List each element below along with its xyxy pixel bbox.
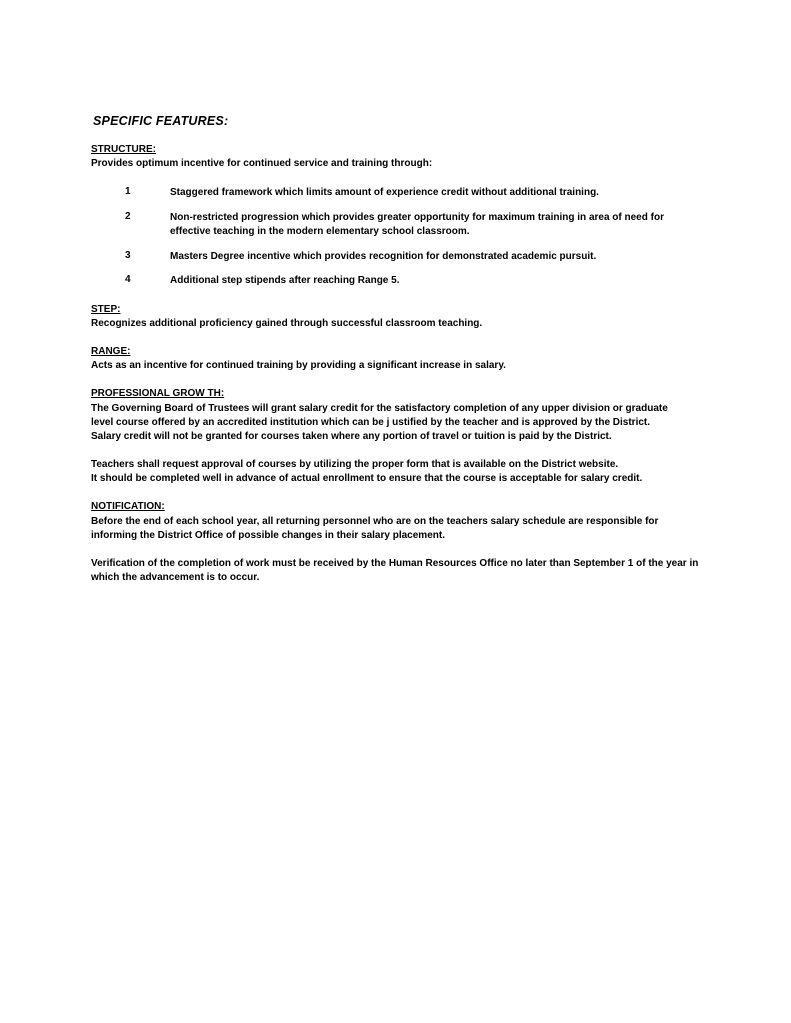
notification-text: which the advancement is to occur. <box>91 572 260 583</box>
structure-item-text: Non-restricted progression which provides greater opportunity for maximum training in area of need for <box>170 212 664 223</box>
professional-growth-text: Teachers shall request approval of courses by utilizing the proper form that is available on the District website. <box>91 459 619 470</box>
structure-item-number: 3 <box>125 250 131 261</box>
range-text: Acts as an incentive for continued training by providing a significant increase in salary. <box>91 360 506 371</box>
notification-text: Before the end of each school year, all returning personnel who are on the teachers salary schedule are responsible for <box>91 516 659 527</box>
step-heading: STEP: <box>91 304 121 315</box>
notification-heading: NOTIFICATION: <box>91 501 165 512</box>
structure-item-number: 2 <box>125 211 131 222</box>
professional-growth-text: It should be completed well in advance of actual enrollment to ensure that the course is acceptable for salary credit. <box>91 473 643 484</box>
notification-text: informing the District Office of possible changes in their salary placement. <box>91 530 445 541</box>
structure-item-number: 1 <box>125 186 131 197</box>
structure-item-text: Additional step stipends after reaching Range 5. <box>170 275 400 286</box>
professional-growth-text: Salary credit will not be granted for courses taken where any portion of travel or tuition is paid by the District. <box>91 431 612 442</box>
step-text: Recognizes additional proficiency gained through successful classroom teaching. <box>91 318 483 329</box>
professional-growth-text: The Governing Board of Trustees will grant salary credit for the satisfactory completion of any upper division or graduate <box>91 403 668 414</box>
structure-heading: STRUCTURE: <box>91 144 156 155</box>
professional-growth-heading: PROFESSIONAL GROW TH: <box>91 388 225 399</box>
professional-growth-text: level course offered by an accredited institution which can be j ustified by the teacher and is approved by the District. <box>91 417 651 428</box>
structure-item-text: Staggered framework which limits amount of experience credit without additional training. <box>170 187 599 198</box>
range-heading: RANGE: <box>91 346 131 357</box>
structure-item-text: effective teaching in the modern elementary school classroom. <box>170 226 470 237</box>
page-title: SPECIFIC FEATURES: <box>93 114 229 128</box>
structure-item-number: 4 <box>125 274 131 285</box>
notification-text: Verification of the completion of work must be received by the Human Resources Office no later than September 1 of the year in <box>91 558 699 569</box>
structure-intro: Provides optimum incentive for continued service and training through: <box>91 158 433 169</box>
structure-item-text: Masters Degree incentive which provides recognition for demonstrated academic pursuit. <box>170 251 597 262</box>
